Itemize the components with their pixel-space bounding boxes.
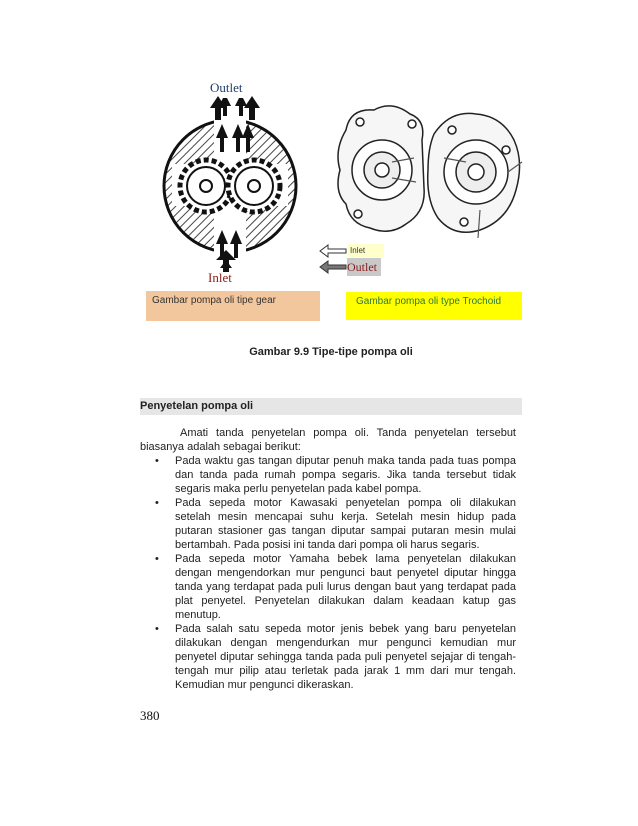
list-item	[140, 622, 516, 692]
list-item	[140, 496, 516, 552]
list-item-text: Pada salah satu sepeda motor jenis bebek yang baru penyetelan dilakukan dengan mengendurkan mur pengunci kemudian mur penyetel diputar sehingga tanda pada puli penyetel sejajar di tengah-tengah mur pilip atau terletak pada jarak 1 mm dari mur tengah. Kemudian mur pengunci dikeraskan.	[175, 623, 516, 691]
list-item-text: Pada sepeda motor Yamaha bebek lama penyetelan dilakukan dengan mengendorkan mur pengunci baut penyetel diputar hingga tanda yang terdapat pada puli lurus dengan baut yang terdapat pada plat penyetel. Penyetelan dilakukan dalam keadaan katup gas menutup.	[175, 553, 516, 621]
intro-paragraph	[140, 426, 516, 454]
list-item-text: Pada waktu gas tangan diputar penuh maka tanda pada tuas pompa dan tanda pada rumah pompa segaris. Jika tanda tersebut tidak segaris maka perlu penyetelan pada kabel pompa.	[175, 455, 516, 495]
list-item-text: Pada sepeda motor Kawasaki penyetelan pompa oli dilakukan setelah mesin mencapai suhu kerja. Setelah mesin hidup pada putaran stasioner gas tangan diputar sampai putaran mesin mulai bertambah. Pada posisi ini tanda dari pompa oli harus segaris.	[175, 497, 516, 551]
gear-inlet-label: Inlet	[208, 270, 232, 285]
list-item	[140, 552, 516, 622]
section-heading: Penyetelan pompa oli	[140, 398, 522, 415]
gear-pump-caption: Gambar pompa oli tipe gear	[146, 291, 320, 321]
trochoid-pump-diagram	[330, 100, 526, 250]
figure-caption-text: Gambar 9.9 Tipe-tipe pompa oli	[249, 346, 413, 358]
gear-outlet-label: Outlet	[210, 80, 243, 95]
list-item	[140, 454, 516, 496]
bullet-icon: •	[155, 497, 159, 509]
figure-caption	[0, 346, 638, 358]
trochoid-legend-arrows	[318, 244, 348, 276]
bullet-icon: •	[155, 455, 159, 467]
bullet-icon: •	[155, 553, 159, 565]
trochoid-outlet-legend: Outlet	[347, 258, 381, 276]
inlet-arrow	[214, 250, 238, 272]
page-number: 380	[140, 708, 160, 723]
trochoid-pump-caption: Gambar pompa oli type Trochoid	[346, 292, 522, 320]
bullet-icon: •	[155, 623, 159, 635]
outlet-arrows	[208, 96, 268, 120]
trochoid-inlet-legend: Inlet	[348, 244, 384, 257]
gear-pump-diagram	[156, 98, 304, 274]
instruction-list	[140, 454, 516, 692]
intro-text: Amati tanda penyetelan pompa oli. Tanda penyetelan tersebut biasanya adalah sebagai berikut:	[140, 427, 516, 453]
